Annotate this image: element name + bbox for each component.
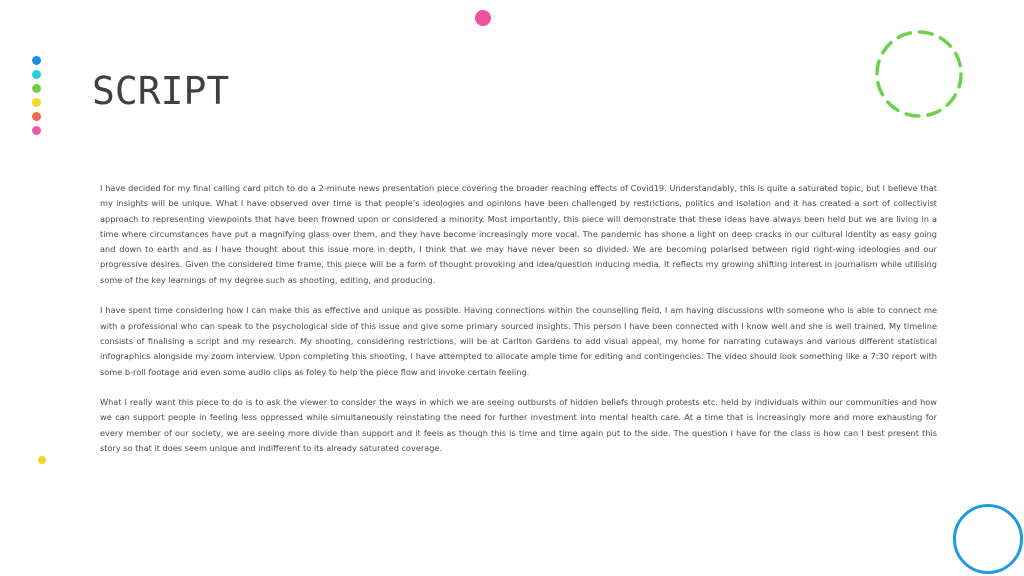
script-body xyxy=(100,181,937,472)
blue-ring-decoration xyxy=(953,504,1023,574)
yellow-dot xyxy=(32,98,41,107)
yellow-dot-decoration xyxy=(38,456,46,464)
green-dot xyxy=(32,84,41,93)
script-paragraph: I have spent time considering how I can make this as effective and unique as possible. Having connections within the counselling field, I am having discussions with someone who is able to connect me with a professional who can speak to the psychological side of this issue and give some primary sourced insights. This person I have been connected with I know well and she is well trained. My timeline consists of finalising a script and my research. My shooting, considering restrictions, will be at Carlton Gardens to add visual appeal, my home for narrating cutaways and various different statistical infographics alongside my zoom interview. Upon completing this shooting, I have attempted to allocate ample time for editing and contingencies. The video should look something like a 7:30 report with some b-roll footage and even some audio clips as foley to help the piece flow and invoke certain feeling. xyxy=(100,305,937,377)
script-paragraph: I have decided for my final calling card pitch to do a 2-minute news presentation piece covering the broader reaching effects of Covid19. Understandably, this is quite a saturated topic, but I believe that my insights will be unique. What I have observed over time is that people’s ideologies and opinions have been challenged by restrictions, politics and isolation and it has created a sort of collectivist approach to representing viewpoints that have been frowned upon or considered a minority. Most importantly, this piece will demonstrate that these ideas have always been held but we are living in a time where circumstances have put a magnifying glass over them, and they have become increasingly more vocal. The pandemic has shone a light on deep cracks in our cultural identity as easy going and down to earth and as I have thought about this issue more in depth, I think that we may have never been so divided. We are becoming polarised between rigid right-wing ideologies and our progressive desires. Given the considered time frame, this piece will be a form of thought provoking and idea/question inducing media. It reflects my growing shifting interest in journalism while utilising some of the key learnings of my degree such as shooting, editing, and producing. xyxy=(100,183,937,285)
slide-title: SCRIPT xyxy=(92,69,230,113)
orange-dot xyxy=(32,112,41,121)
magenta-dot xyxy=(32,126,41,135)
dashed-circle-decoration xyxy=(873,28,965,120)
script-paragraph: What I really want this piece to do is to ask the viewer to consider the ways in which we are seeing outbursts of hidden beliefs through protests etc. held by individuals within our communities and how we can support people in feeling less oppressed while simultaneously reinstating the need for further investment into mental health care. At a time that is increasingly more and more exhausting for every member of our society, we are seeing more divide than support and it feels as though this is time and time again put to the side. The question I have for the class is how can I best present this story so that it does seem unique and indifferent to its already saturated coverage. xyxy=(100,397,937,454)
cyan-dot xyxy=(32,70,41,79)
blue-dot xyxy=(32,56,41,65)
pink-dot-decoration xyxy=(475,10,491,26)
